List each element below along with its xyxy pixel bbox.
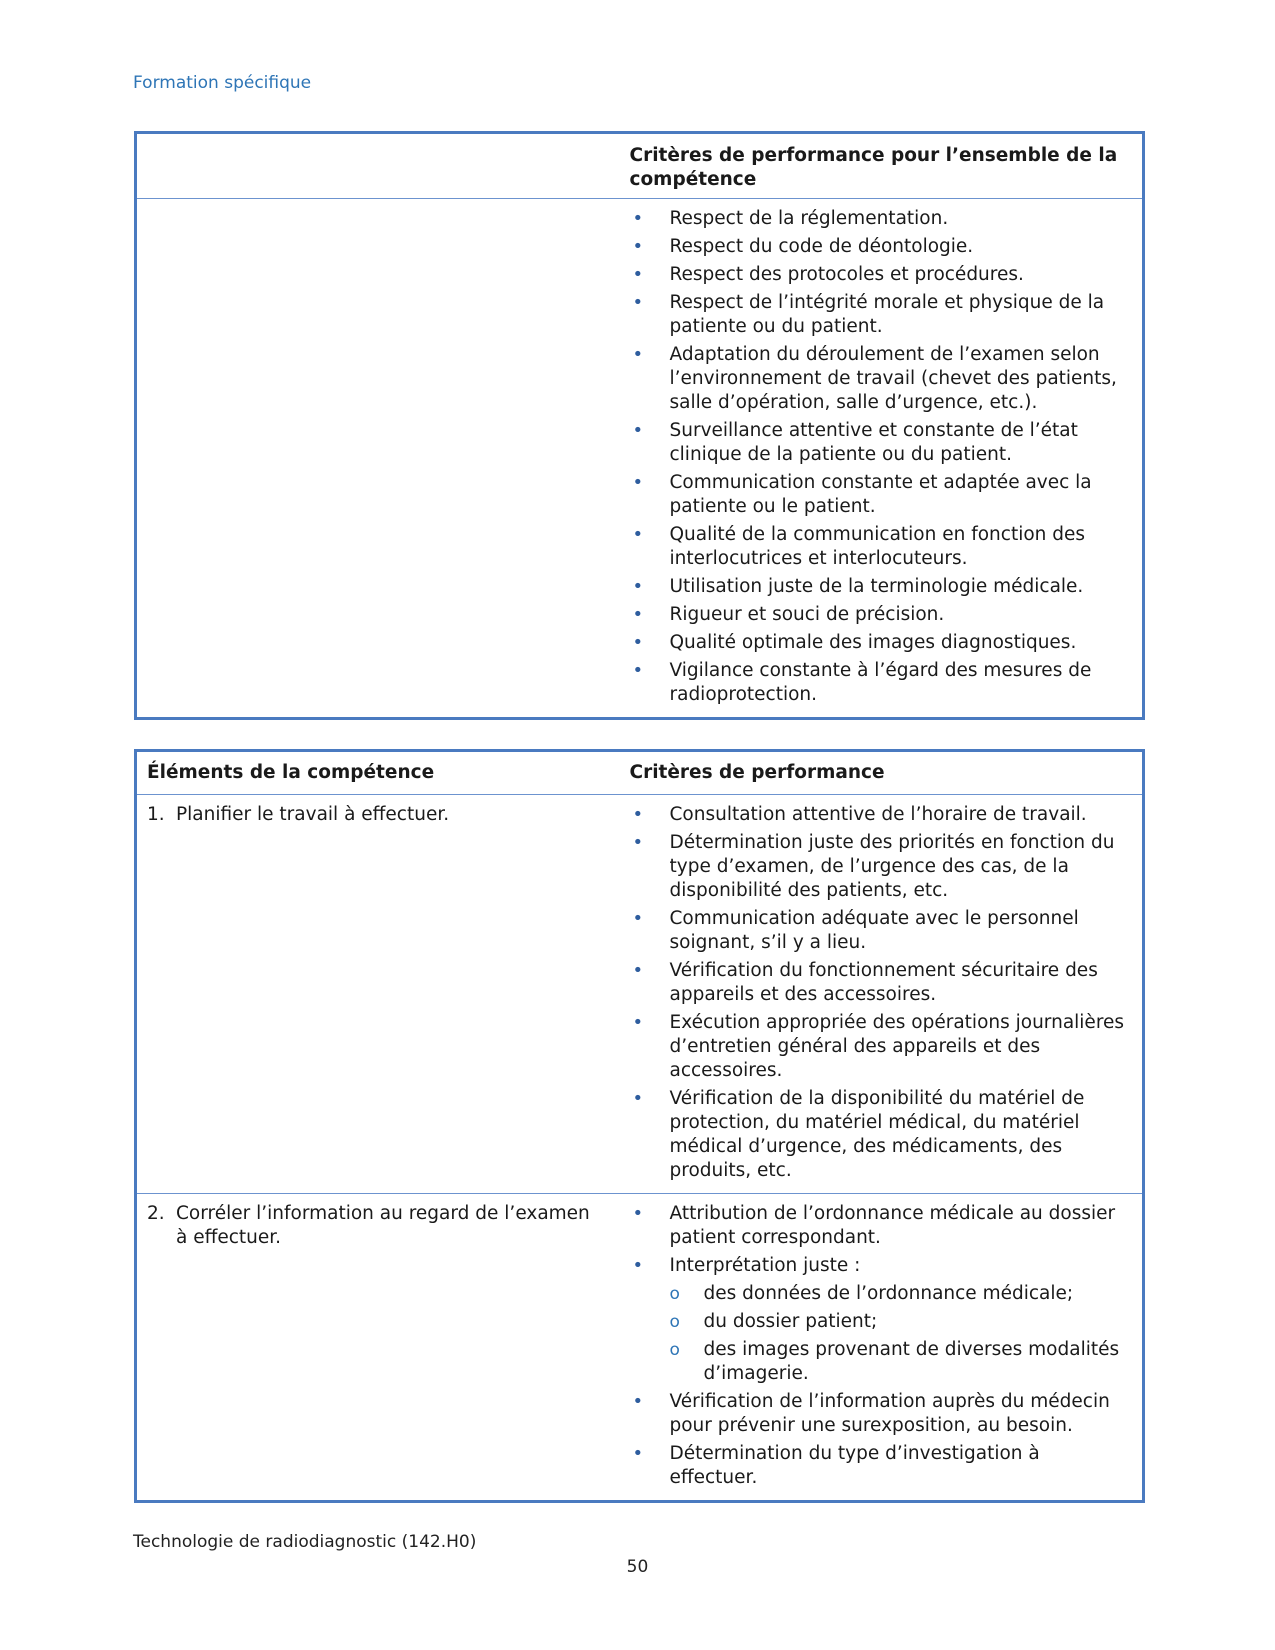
sub-list-item: o des images provenant de diverses modalités d’imagerie. (670, 1338, 1131, 1386)
list-item: • Surveillance attentive et constante de l’état clinique de la patiente ou du patient. (630, 419, 1131, 467)
table-row (136, 1194, 1144, 1502)
competence-element (137, 1194, 620, 1250)
list-item-text: Interprétation juste : (669, 1255, 861, 1276)
criteria-list (620, 795, 1143, 1193)
table-row (136, 199, 1144, 719)
list-item: • Qualité de la communication en fonction des interlocutrices et interlocuteurs. (630, 523, 1131, 571)
sub-criteria-list (670, 1282, 1131, 1386)
footer-program: Technologie de radiodiagnostic (142.H0) (133, 1532, 477, 1552)
list-item: • Rigueur et souci de précision. (630, 603, 1131, 627)
list-item: • Respect de l’intégrité morale et physique de la patiente ou du patient. (630, 291, 1131, 339)
table-header-row (136, 751, 1144, 795)
criteria-list (620, 199, 1143, 717)
list-item: • Vérification de l’information auprès du médecin pour prévenir une surexposition, au besoin. (630, 1390, 1131, 1438)
list-item: • Exécution appropriée des opérations journalières d’entretien général des appareils et des accessoires. (630, 1011, 1131, 1083)
list-item: • Utilisation juste de la terminologie médicale. (630, 575, 1131, 599)
element-text: Planifier le travail à effectuer. (176, 804, 450, 825)
list-item: • Attribution de l’ordonnance médicale au dossier patient correspondant. (630, 1202, 1131, 1250)
empty-header-cell (136, 133, 620, 199)
list-item: • Adaptation du déroulement de l’examen selon l’environnement de travail (chevet des patients, salle d’opération, salle d’urgence, etc.). (630, 343, 1131, 415)
competence-element (137, 795, 620, 827)
performance-criteria-table (134, 131, 1145, 720)
sub-list-item: o des données de l’ordonnance médicale; (670, 1282, 1131, 1306)
list-item: • Communication constante et adaptée avec la patiente ou le patient. (630, 471, 1131, 519)
list-item: • Détermination du type d’investigation à effectuer. (630, 1442, 1131, 1490)
list-item: • Qualité optimale des images diagnostiques. (630, 631, 1131, 655)
list-item: • Respect de la réglementation. (630, 207, 1131, 231)
sub-list-item: o du dossier patient; (670, 1310, 1131, 1334)
list-item (630, 1254, 1131, 1386)
element-number: 2. (147, 1203, 165, 1224)
elements-heading: Éléments de la compétence (147, 762, 435, 783)
table-row (136, 795, 1144, 1194)
page-number: 50 (626, 1557, 649, 1577)
list-item: • Vigilance constante à l’égard des mesures de radioprotection. (630, 659, 1131, 707)
list-item: • Vérification de la disponibilité du matériel de protection, du matériel médical, du matériel médical d’urgence, des médicaments, des produits, etc. (630, 1087, 1131, 1183)
list-item: • Détermination juste des priorités en fonction du type d’examen, de l’urgence des cas, de la disponibilité des patients, etc. (630, 831, 1131, 903)
criteria-overall-heading: Critères de performance pour l’ensemble de la compétence (629, 145, 1118, 190)
element-text: Corréler l’information au regard de l’examen à effectuer. (176, 1203, 590, 1248)
criteria-heading: Critères de performance (629, 762, 885, 783)
list-item: • Communication adéquate avec le personnel soignant, s’il y a lieu. (630, 907, 1131, 955)
list-item: • Consultation attentive de l’horaire de travail. (630, 803, 1131, 827)
running-header: Formation spécifique (133, 73, 312, 93)
element-number: 1. (147, 804, 165, 825)
list-item: • Respect du code de déontologie. (630, 235, 1131, 259)
competence-elements-table (134, 749, 1145, 1503)
criteria-list (620, 1194, 1143, 1500)
table-header-row (136, 133, 1144, 199)
list-item: • Respect des protocoles et procédures. (630, 263, 1131, 287)
list-item: • Vérification du fonctionnement sécuritaire des appareils et des accessoires. (630, 959, 1131, 1007)
empty-cell (136, 199, 620, 719)
